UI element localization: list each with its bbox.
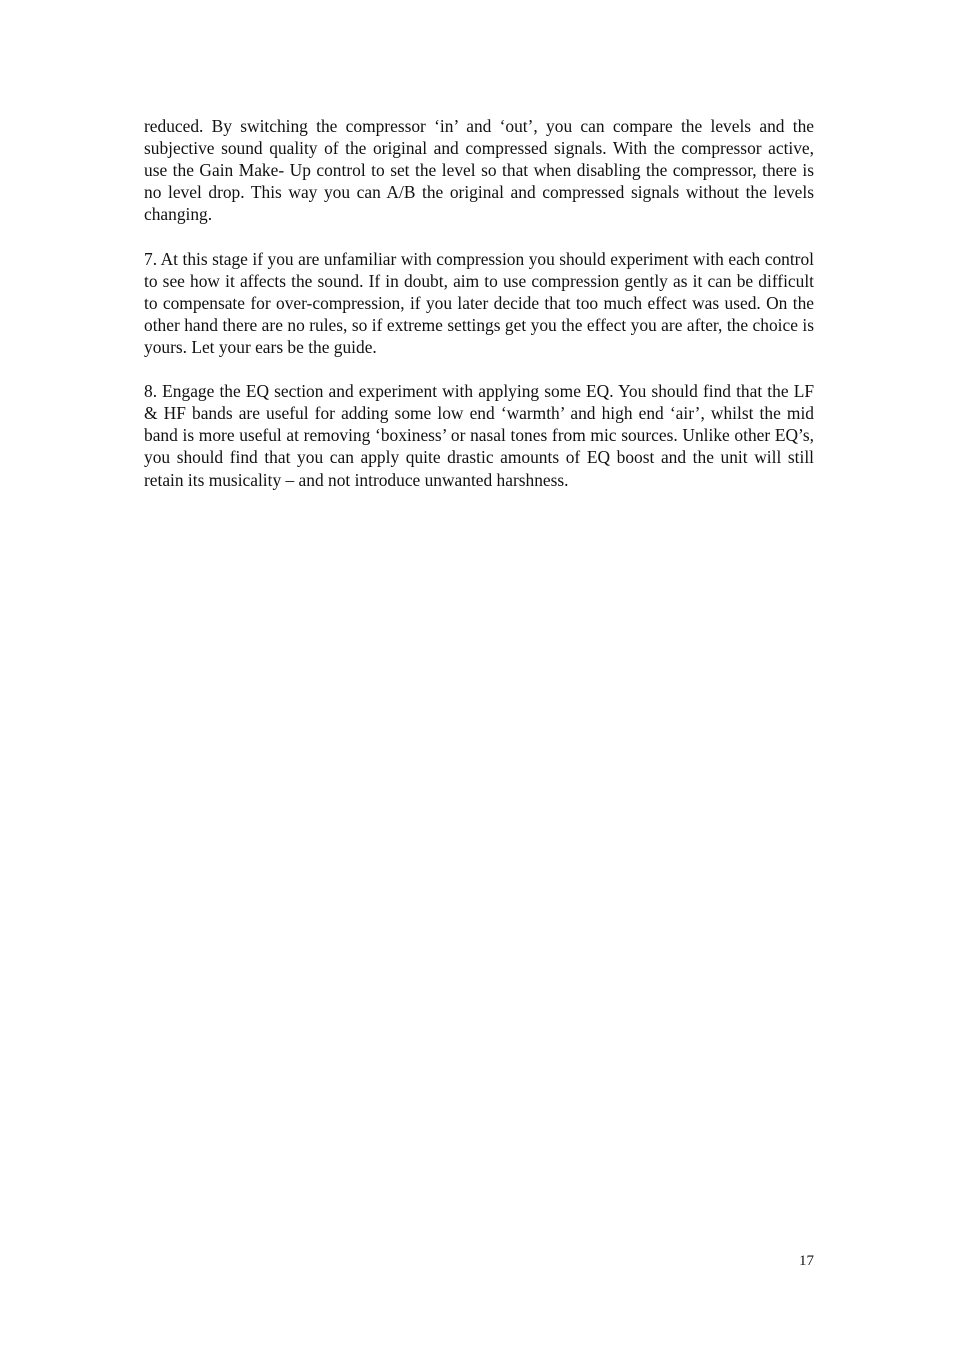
paragraph-step-8: 8. Engage the EQ section and experiment with applying some EQ. You should find that the LF & HF bands are useful for adding some low end ‘warmth’ and high end ‘air’, whilst the mid band is more useful at removing ‘boxiness’ or nasal tones from mic sources. Unlike other EQ’s, you should find that you can apply quite drastic amounts of EQ boost and the unit will still retain its musicality – and not introduce unwanted harshness. bbox=[144, 381, 814, 490]
body-text bbox=[144, 115, 814, 513]
paragraph-continuation: reduced. By switching the compressor ‘in’ and ‘out’, you can compare the levels and the subjective sound quality of the original and compressed signals. With the compressor active, use the Gain Make- Up control to set the level so that when disabling the compressor, there is no level drop. This way you can A/B the original and compressed signals without the levels changing. bbox=[144, 116, 814, 225]
page-number: 17 bbox=[799, 1253, 814, 1269]
paragraph-step-7: 7. At this stage if you are unfamiliar with compression you should experiment with each control to see how it affects the sound. If in doubt, aim to use compression gently as it can be difficult to compensate for over-compression, if you later decide that too much effect was used. On the other hand there are no rules, so if extreme settings get you the effect you are after, the choice is yours. Let your ears be the guide. bbox=[144, 248, 814, 357]
